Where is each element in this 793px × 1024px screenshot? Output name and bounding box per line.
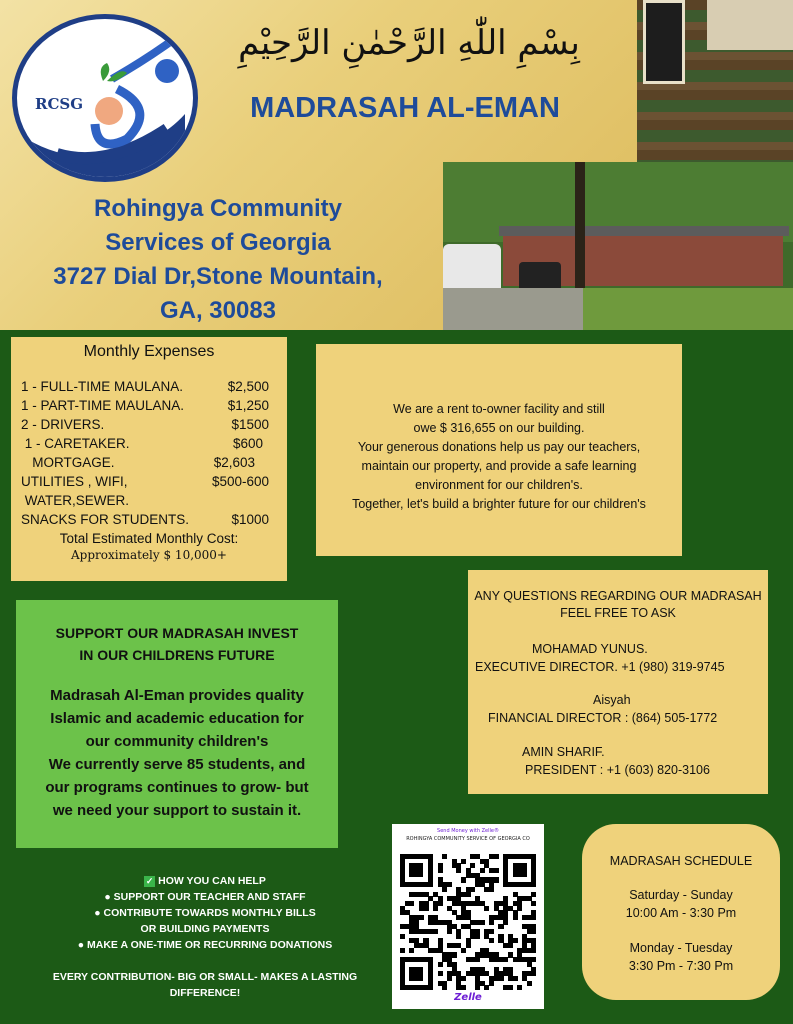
expense-item: 1 - FULL-TIME MAULANA.	[21, 379, 184, 394]
support-line: Madrasah Al-Eman provides quality	[50, 687, 304, 704]
expense-item: MORTGAGE.	[21, 455, 115, 470]
support-title-line: SUPPORT OUR MADRASAH INVEST	[55, 625, 299, 641]
bismillah-calligraphy: بِسْمِ اللّٰهِ الرَّحْمٰنِ الرَّحِيْمِ	[238, 23, 580, 63]
help-footer: DIFFERENCE!	[169, 987, 241, 999]
appeal-line: maintain our property, and provide a safe learning	[361, 459, 637, 473]
help-heading	[30, 873, 380, 889]
expense-row	[21, 434, 277, 453]
how-you-can-help	[30, 873, 380, 1001]
org-line: Services of Georgia	[105, 229, 331, 256]
contacts-heading: ANY QUESTIONS REGARDING OUR MADRASAH	[474, 589, 762, 603]
expense-item: 1 - PART-TIME MAULANA.	[21, 398, 185, 413]
appeal-line: We are a rent to-owner facility and still	[393, 402, 605, 416]
zelle-qr-card	[392, 824, 544, 1009]
support-line: our community children's	[85, 733, 269, 750]
expense-item: 1 - CARETAKER.	[21, 436, 130, 451]
total-value: Approximately $ 10,000+	[71, 548, 227, 562]
help-item: ● MAKE A ONE-TIME OR RECURRING DONATIONS	[77, 939, 333, 951]
zelle-brand: Zelle	[454, 992, 482, 1003]
schedule-time: 10:00 Am - 3:30 Pm	[625, 906, 737, 920]
schedule-days: Monday - Tuesday	[629, 941, 733, 955]
expense-row	[21, 415, 277, 434]
contact-name: AMIN SHARIF.	[522, 745, 605, 759]
prayer-hall-photo	[637, 0, 793, 162]
support-line: We currently serve 85 students, and	[48, 756, 306, 773]
check-icon: ✓	[145, 875, 154, 886]
expense-row	[21, 510, 277, 529]
total-label: Total Estimated Monthly Cost:	[59, 531, 239, 546]
expense-amount: $1,250	[227, 398, 269, 413]
organization-address	[18, 192, 418, 328]
expense-amount: $1000	[231, 512, 269, 527]
expense-row	[21, 396, 277, 415]
help-item: ● CONTRIBUTE TOWARDS MONTHLY BILLS	[94, 907, 316, 919]
expense-amount: $2,603	[213, 455, 255, 470]
expense-amount: $500-600	[211, 474, 269, 489]
donation-appeal-panel	[316, 344, 682, 556]
expense-item: WATER,SEWER.	[21, 493, 129, 508]
help-item: ● SUPPORT OUR TEACHER AND STAFF	[104, 891, 306, 903]
org-line: 3727 Dial Dr,Stone Mountain,	[53, 263, 383, 290]
contact-role: PRESIDENT : +1 (603) 820-3106	[525, 763, 710, 777]
appeal-line: environment for our children's.	[415, 478, 583, 492]
help-footer: EVERY CONTRIBUTION- BIG OR SMALL- MAKES A LASTING	[52, 971, 358, 983]
contact-role: EXECUTIVE DIRECTOR. +1 (980) 319-9745	[475, 660, 725, 674]
contact-name: Aisyah	[593, 693, 631, 707]
support-body	[16, 684, 338, 822]
contact-role: FINANCIAL DIRECTOR : (864) 505-1772	[488, 711, 718, 725]
expense-item: 2 - DRIVERS.	[21, 417, 105, 432]
building-photo	[443, 162, 793, 330]
zelle-org-line: ROHINGYA COMMUNITY SERVICE OF GEORGIA CO	[406, 836, 530, 842]
qr-code[interactable]	[400, 854, 536, 990]
support-title-line: IN OUR CHILDRENS FUTURE	[79, 647, 275, 663]
schedule-title: MADRASAH SCHEDULE	[609, 854, 753, 868]
contacts-panel	[468, 570, 768, 794]
support-line: we need your support to sustain it.	[52, 802, 302, 819]
expense-row	[21, 377, 277, 396]
expense-row	[21, 472, 277, 491]
support-line: Islamic and academic education for	[50, 710, 304, 727]
support-title	[16, 600, 338, 666]
schedule-time: 3:30 Pm - 7:30 Pm	[628, 959, 734, 973]
schedule-days: Saturday - Sunday	[629, 888, 733, 902]
org-line: Rohingya Community	[93, 195, 342, 222]
zelle-top-line: Send Money with Zelle®	[437, 828, 499, 834]
contacts-subheading: FEEL FREE TO ASK	[560, 606, 676, 620]
expense-amount: $2,500	[227, 379, 269, 394]
support-panel	[16, 600, 338, 848]
rcsg-logo	[12, 14, 198, 182]
schedule-block	[582, 886, 780, 922]
schedule-panel	[582, 824, 780, 1000]
expense-row	[21, 491, 277, 510]
org-line: GA, 30083	[159, 297, 277, 324]
logo-text: RCSG	[35, 95, 84, 113]
help-heading-text: HOW YOU CAN HELP	[158, 875, 266, 887]
expense-item: UTILITIES , WIFI,	[21, 474, 128, 489]
appeal-line: Together, let's build a brighter future for our children's	[352, 497, 646, 511]
expense-amount: $600	[232, 436, 263, 451]
expense-amount: $1500	[231, 417, 269, 432]
expense-row	[21, 453, 277, 472]
appeal-line: owe $ 316,655 on our building.	[413, 421, 585, 435]
support-line: our programs continues to grow- but	[45, 779, 309, 796]
expenses-title: Monthly Expenses	[83, 343, 215, 360]
monthly-expenses-panel	[11, 337, 287, 581]
madrasah-name: MADRASAH AL-EMAN	[250, 92, 560, 124]
appeal-line: Your generous donations help us pay our teachers,	[357, 440, 641, 454]
help-item: OR BUILDING PAYMENTS	[140, 923, 270, 935]
header-banner	[0, 0, 793, 330]
contact-name: MOHAMAD YUNUS.	[532, 642, 648, 656]
schedule-block	[582, 939, 780, 975]
expense-item: SNACKS FOR STUDENTS.	[21, 512, 190, 527]
